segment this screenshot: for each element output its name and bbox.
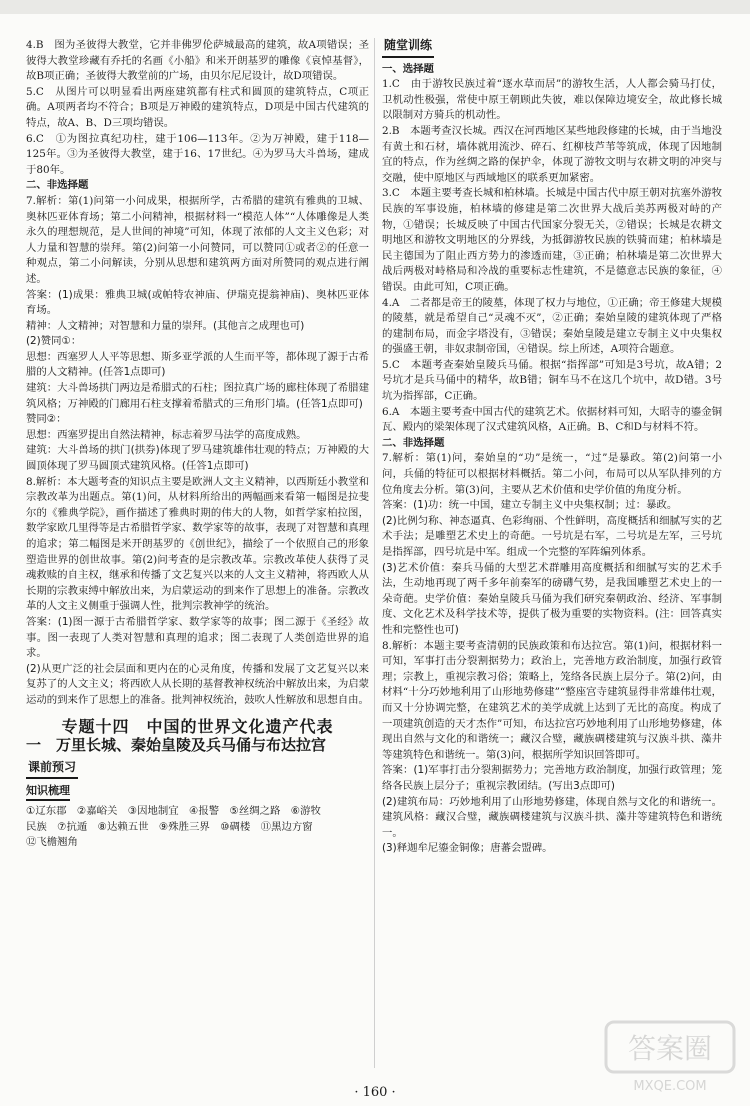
analysis-paragraph: 7.解析：第(1)问，秦始皇的“功”是统一，“过”是暴政。第(2)问第一小问，兵俑的特征可以根据材料概括。第二小问，布局可以从军队排列的方位角度去分析。第(3)问，主要从艺术价值和史学价值的角度分析。 [382,452,722,496]
watermark-logo [604,1020,736,1096]
section-heading: 二、非选择题 [382,436,445,449]
analysis-paragraph: 8.解析：本题主要考查清朝的民族政策和布达拉宫。第(1)问，根据材料一可知，军事打击分裂割据势力；政治上，完善地方政治制度，加强行政管理；宗教上，重视宗教习俗；策略上，笼络各民族上层分子。第(2)问，由材料“十分巧妙地利用了山形地势修建”“整座宫寺建筑显得非常雄伟壮观，而又十分协调完整，在建筑艺术的美学成就上达到了无比的高度。构成了一项建筑创造的天才杰作”可知，布达拉宫巧妙地利用了山形地势修建，体现出自然与文化的和谐统一；藏汉合璧，藏族碉楼建筑与汉族斗拱、藻井等建筑特色和谐统一。第(3)问，根据所学知识回答即可。 [382,639,722,761]
answer-paragraph: (2)赞同①： [26,335,82,348]
knowledge-line: 民族 ⑦抗遁 ⑧达赖五世 ⑨殊胜三界 ⑩碉楼 ⑪黑边方窗 [26,820,313,833]
knowledge-line: ⑫飞檐翘角 [26,836,78,849]
answer-item: 4.B 图为圣彼得大教堂，它并非佛罗伦萨城最高的建筑，故A项错误；圣彼得大教堂珍藏有乔托的名画《小船》和米开朗基罗的雕像《哀悼基督》，故B项正确；圣彼得大教堂前的广场，由贝尔尼尼设计，故D项错误。 [26,39,369,83]
section-heading: 一、选择题 [382,62,434,75]
lesson-title: 一 万里长城、秦始皇陵及兵马俑与布达拉宫 [26,736,327,755]
answer-paragraph: 答案：(1)图一源于古希腊哲学家、数学家等的故事；图二源于《圣经》故事。图一表现了人类对智慧和真理的追求；图二表现了人类创造世界的追求。 [26,615,369,660]
top-scan-strip [0,0,750,14]
answer-paragraph: 精神：人文精神；对智慧和力量的崇拜。(其他言之成理也可) [26,319,305,332]
analysis-paragraph: 8.解析：本大题考查的知识点主要是欧洲人文主义精神，以西斯廷小教堂和宗教改革为出题点。第(1)问，从材料所给出的两幅画来看第一幅图是拉斐尔的《雅典学院》，画作描述了雅典时期的伟大的人物，如哲学家柏拉图，数学家欧几里得等是古希腊哲学家、数学家等的故事，表现了对智慧和真理的追求；第二幅图是米开朗基罗的《创世纪》，描绘了一个依照自己的形象塑造世界的创世故事。第(2)问考查的是宗教改革。宗教改革使人获得了灵魂救赎的自主权，继承和传播了文艺复兴以来的人文主义精神，将西欧人从长期的宗教束缚中解放出来，为启蒙运动的到来作了思想上的准备。宗教改革的人文主义侧重于强调人性，批判宗教神学的统治。 [26,475,369,613]
left-column [26,38,369,851]
answer-item: 5.C 从图片可以明显看出两座建筑都有柱式和圆顶的建筑特点，C项正确。A项两者均不符合；B项是万神殿的建筑特点，D项是中国古代建筑的特点，故A、B、D三项均错误。 [26,85,369,129]
answer-paragraph: (3)释迦牟尼鎏金铜像；唐蕃会盟碑。 [382,842,553,855]
analysis-paragraph: 7.解析：第(1)问第一小问成果，根据所学，古希腊的建筑有雅典的卫城、奥林匹亚体育场；第二小问精神，根据材料一“模范人体”“人体雕像是人类永久的理想规范，是人世间的神境”可知，体现了浓郁的人文主义色彩；对人力量和智慧的崇拜。第(2)问第一小问赞同，可以赞同①或者②的任意一种观点，第二小问解读，分别从思想和建筑两方面对所赞同的观点进行阐述。 [26,194,369,285]
answer-paragraph: 思想：西塞罗提出自然法精神，标志着罗马法学的高度成熟。 [26,428,307,441]
answer-paragraph: 答案：(1)军事打击分裂割据势力；完善地方政治制度，加强行政管理；笼络各民族上层分子；重视宗教团结。(写出3点即可) [382,764,722,792]
answer-item: 4.A 二者都是帝王的陵墓，体现了权力与地位，①正确；帝王修建大规模的陵墓，就是希望自己“灵魂不灭”，②正确；秦始皇陵的建筑体现了严格的建制布局，而金字塔没有，③错误；秦始皇陵是建立专制主义中央集权的强盛王朝，非奴隶制帝国，④错误。综上所述，A项符合题意。 [382,296,722,356]
svg-text:MXQE.COM: MXQE.COM [633,1079,707,1094]
answer-item: 5.C 本题考查秦始皇陵兵马俑。根据“指挥部”可知是3号坑，故A错；2号坑才是兵马俑中的精华，故B错；铜车马不在这几个坑中，故D错。3号坑为指挥部，C正确。 [382,358,722,403]
answer-paragraph: 赞同②： [26,413,67,426]
answer-paragraph: (2)从更广泛的社会层面和更内在的心灵角度，传播和发展了文艺复兴以来复苏了的人文主义；将西欧人从长期的基督教神权统治中解放出来，为启蒙运动的到来作了思想上的准备。批判神权统治，鼓吹人性解放和思想自由。 [26,662,369,706]
answer-item: 2.B 本题考查汉长城。西汉在河西地区某些地段修建的长城，由于当地没有黄土和石材，墙体就用流沙、碎石、红柳枝芦苇等筑成，体现了因地制宜的特点，作为丝绸之路的保护伞，体现了游牧文明与农耕文明的冲突与交融，使中原地区与西域地区的联系更加紧密。 [382,124,722,184]
answer-paragraph: 答案：(1)功：统一中国，建立专制主义中央集权制；过：暴政。 [382,499,678,512]
preview-header: 课前预习 [26,760,78,780]
answer-item: 6.A 本题主要考查中国古代的建筑艺术。依据材料可知，大昭寺的鎏金铜瓦、殿内的梁架体现了汉式建筑风格，A正确。B、C和D与材料不符。 [382,405,722,434]
answer-paragraph: 建筑：大斗兽场的拱门(拱券)体现了罗马建筑雄伟壮观的特点；万神殿的大圆顶体现了罗马圆顶式建筑风格。(任答1点即可) [26,444,369,473]
answer-paragraph: 思想：西塞罗人人平等思想、斯多亚学派的人生而平等，都体现了源于古希腊的人文精神。(任答1点即可) [26,350,369,379]
answer-paragraph: 答案：(1)成果：雅典卫城(或帕特农神庙、伊瑞克提翁神庙)、奥林匹亚体育场。 [26,288,369,317]
practice-header: 随堂训练 [382,38,434,58]
answer-paragraph: (3)艺术价值：秦兵马俑的大型艺术群雕用高度概括和细腻写实的艺术手法，生动地再现了两千多年前秦军的磅礴气势，是我国雕塑艺术史上的一朵奇葩。史学价值：秦始皇陵兵马俑为我们研究秦朝政治、经济、军事制度、文化艺术及科学技术等，提供了极为重要的实物资料。(注：回答真实性和完整性也可) [382,561,722,636]
answer-item: 3.C 本题主要考查长城和柏林墙。长城是中国古代中原王朝对抗塞外游牧民族的军事设施，柏林墙的修建是第二次世界大战后美苏两极对峙的产物，①错误；长城反映了中国古代国家分裂无关，②错误；长城是农耕文明地区和游牧文明地区的分界线，为抵御游牧民族的铁骑而建；柏林墙是民主德国为了阻止西方势力的渗透而建，③正确；柏林墙是第二次世界大战后两极对峙格局和冷战的重要标志性建筑，不是德意志民族的象征，④错误。由此可知，C项正确。 [382,187,722,293]
knowledge-header: 知识梳理 [26,783,70,801]
section-heading: 二、非选择题 [26,179,89,192]
column-divider [374,38,375,1068]
answer-paragraph: 建筑：大斗兽场拱门两边是希腊式的石柱；图拉真广场的廊柱体现了希腊建筑风格；万神殿的门廊用石柱支撑着希腊式的三角形门墙。(任答1点即可) [26,382,369,410]
knowledge-grid [26,804,369,851]
knowledge-line: ①辽东郡 ②嘉峪关 ③因地制宜 ④报警 ⑤丝绸之路 ⑥游牧 [26,804,321,817]
topic-title: 专题十四 中国的世界文化遗产代表 [61,716,334,736]
page-number: · 160 · [354,1085,396,1100]
answer-item: 1.C 由于游牧民族过着“逐水草而居”的游牧生活，人人都会骑马打仗，卫机动性极强，常使中原王朝顾此失彼，难以保障边境安全，故此修长城以限制对方骑兵的机动性。 [382,78,722,122]
answer-item: 6.C ①为图拉真纪功柱，建于106—113年。②为万神殿，建于118—125年。③为圣彼得大教堂，建于16、17世纪。④为罗马大斗兽场，建成于80年。 [26,132,369,176]
answer-paragraph: (2)建筑布局：巧妙地利用了山形地势修建，体现自然与文化的和谐统一。建筑风格：藏汉合璧，藏族碉楼建筑与汉族斗拱、藻井等建筑特色和谐统一。 [382,795,722,839]
svg-text:答案圈: 答案圈 [627,1032,713,1065]
right-column [382,38,722,857]
answer-paragraph: (2)比例匀称、神态逼真、色彩绚丽、个性鲜明，高度概括和细腻写实的艺术手法；是雕塑艺术史上的奇葩。一号坑是右军，二号坑是左军，三号坑是指挥部，四号坑是中军。组成一个完整的军阵编列体系。 [382,514,722,558]
